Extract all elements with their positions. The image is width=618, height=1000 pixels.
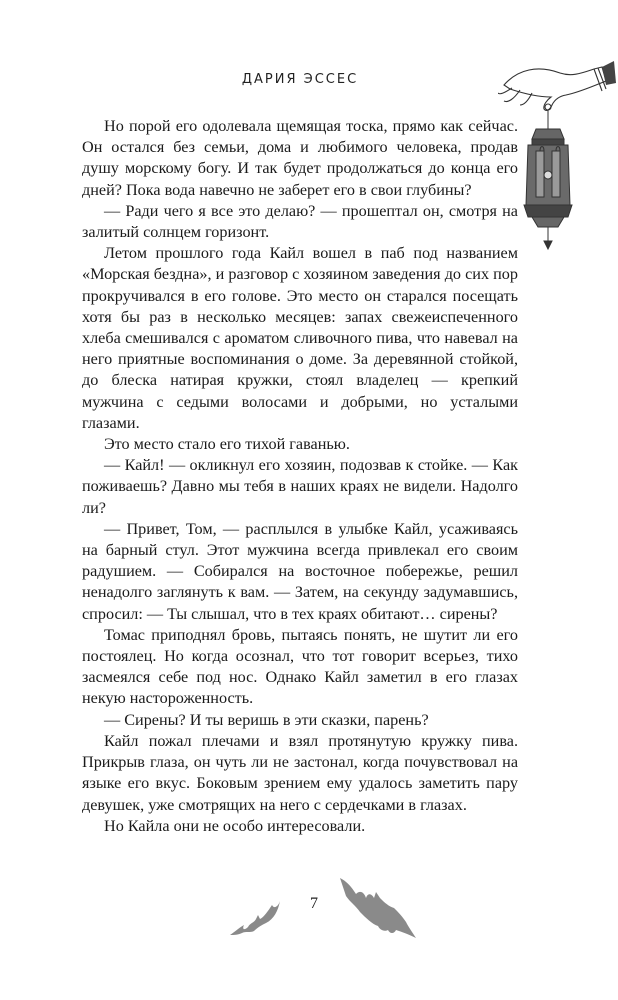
- paragraph: Но Кайла они не особо интересовали.: [104, 816, 366, 835]
- hand-icon: [498, 67, 606, 110]
- paragraph: — Сирены? И ты веришь в эти сказки, парень?: [104, 710, 429, 729]
- paragraph: Летом прошлого года Кайл вошел в паб под названием «Морская бездна», и разговор с хозяином заведения до сих пор прокручивался в его голове. Это место он старался посещать хотя бы раз в несколько месяцев: запах свежеиспеченного хлеба смешивался с ароматом сливочного пива, что навевал на него приятные воспоминания о доме. За деревянной стойкой, до блеска натирая кружки, стоял владелец — крепкий мужчина с седыми волосами и добрыми, но усталыми глазами.: [82, 244, 518, 432]
- running-header: ДАРИЯ ЭССЕС: [241, 72, 359, 87]
- paragraph: Но порой его одолевала щемящая тоска, прямо как сейчас. Он остался без семьи, дома и любимого человека, продав душу морскому богу. И так будет продолжаться до конца его дней? Пока вода навечно не заберет его в свои глубины?: [82, 117, 518, 199]
- main-text: [82, 116, 518, 837]
- paragraph: — Кайл! — окликнул его хозяин, подозвав к стойке. — Как поживаешь? Давно мы тебя в наших краях не видели. Надолго ли?: [82, 456, 518, 517]
- paragraph: Кайл пожал плечами и взял протянутую кружку пива. Прикрыв глаза, он чуть ли не застонал, когда почувствовал на языке его вкус. Боковым зрением ему удалось заметить пару девушек, уже смотрящих на него с сердечками в глазах.: [82, 731, 518, 814]
- lantern-icon: [524, 115, 572, 249]
- paragraph: Это место стало его тихой гаванью.: [104, 435, 350, 454]
- paragraph: — Ради чего я все это делаю? — прошептал он, смотря на залитый солнцем горизонт.: [82, 201, 518, 242]
- bat-icon: [336, 872, 418, 942]
- paragraph: — Привет, Том, — расплылся в улыбке Кайл, усаживаясь на барный стул. Этот мужчина всегда привлекал его своим радушием. — Собирался на восточное побережье, решил ненадолго заглянуть к вам. — Затем, на секунду задумавшись, спросил: — Ты слышал, что в тех краях обитают… сирены?: [82, 519, 518, 623]
- paragraph: Томас приподнял бровь, пытаясь понять, не шутит ли его постоялец. Но когда осознал, что тот говорит всерьез, тихо засмеялся себе под нос. Однако Кайл заметил в его глазах некую настороженность.: [82, 625, 518, 708]
- page-number: 7: [310, 895, 318, 912]
